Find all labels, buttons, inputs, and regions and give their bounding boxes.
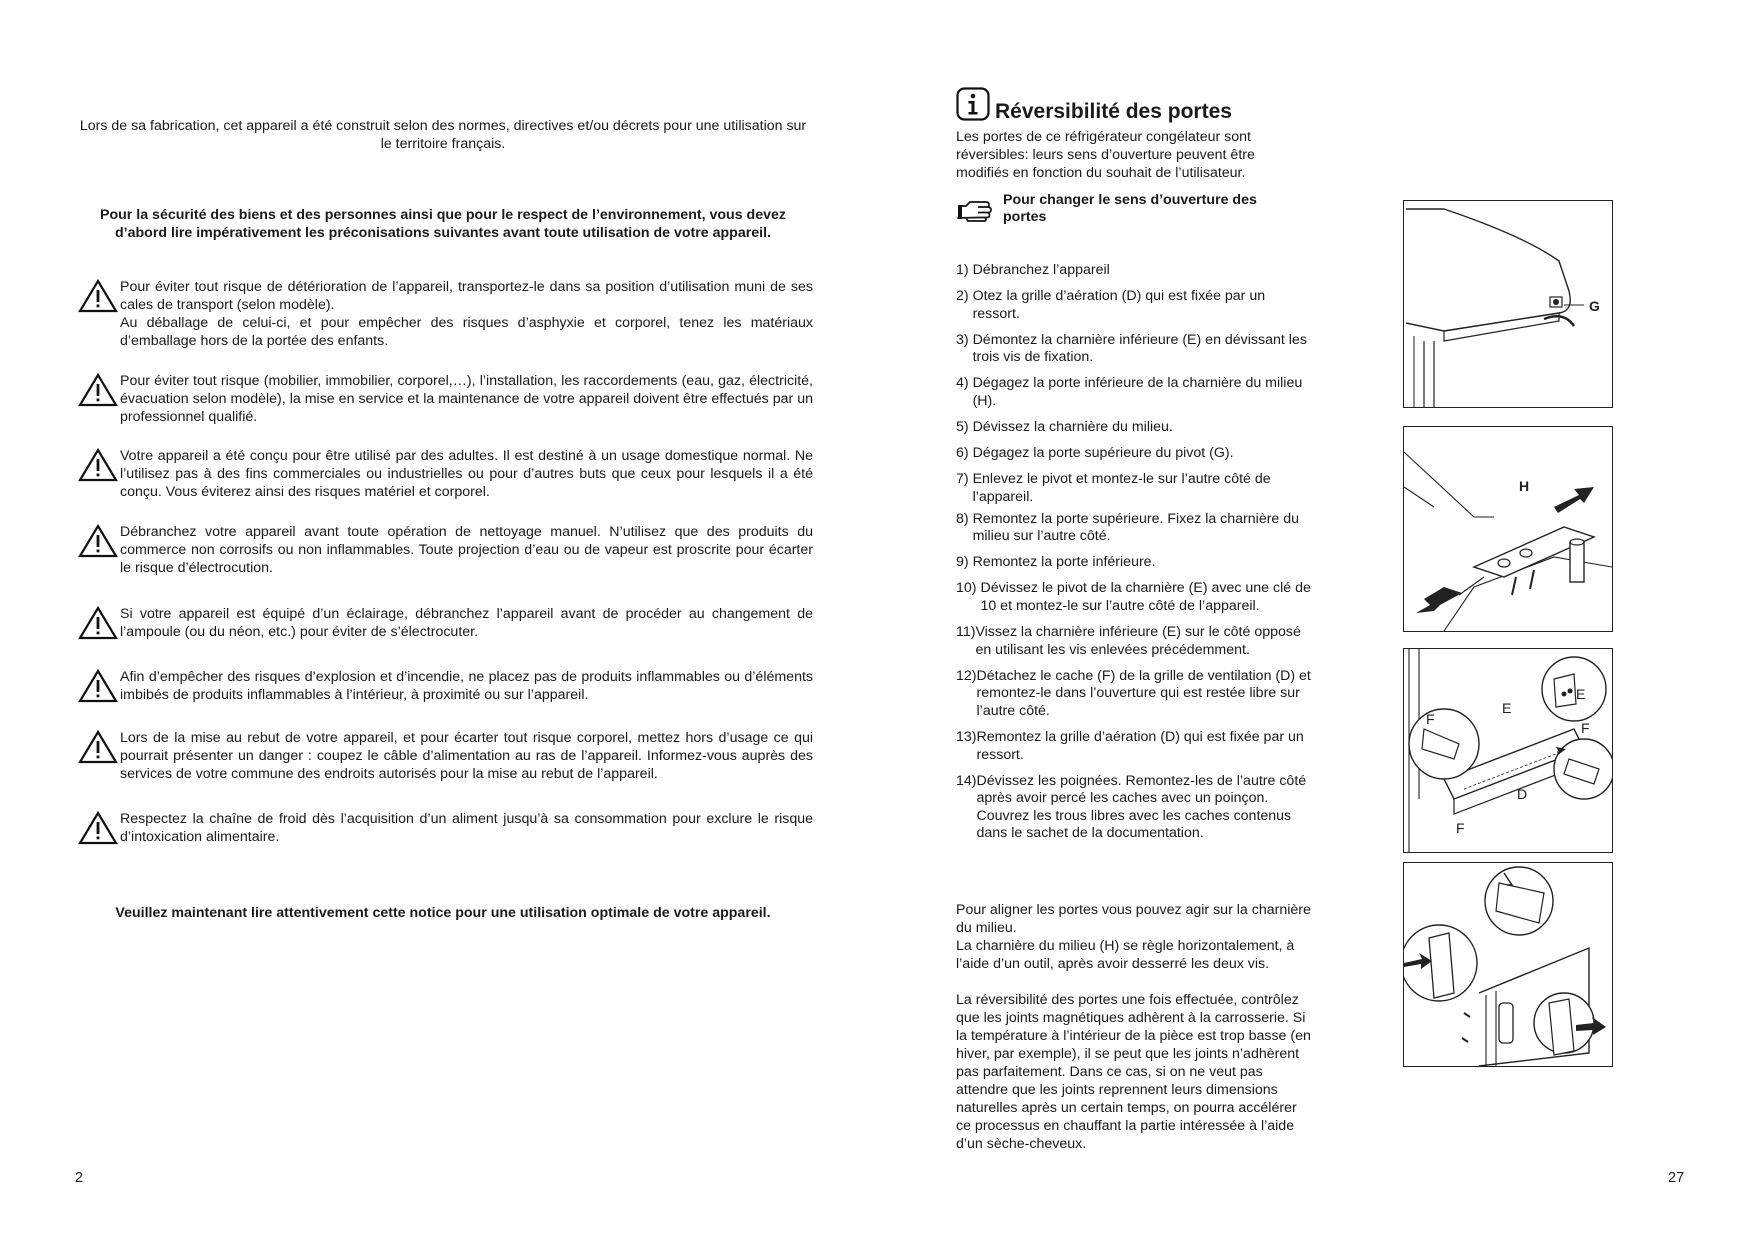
step-item (956, 511, 1316, 546)
warning-icon (78, 523, 118, 559)
step-item (956, 332, 1316, 367)
step-number: 7) (956, 471, 973, 488)
step-number: 6) (956, 445, 973, 462)
step-number: 10) (956, 580, 981, 597)
step-number: 8) (956, 510, 973, 527)
step-number: 3) (956, 331, 973, 348)
step-number: 9) (956, 554, 973, 571)
label-h: H (1519, 478, 1530, 494)
figure-handles (1403, 862, 1613, 1067)
step-text: Dégagez la porte supérieure du pivot (G). (972, 445, 1234, 462)
warning-icon (78, 810, 118, 846)
label-e-right: E (1576, 686, 1586, 702)
safety-heading: Pour la sécurité des biens et des personnes ainsi que pour le respect de l’environnement, vous devez d’abord lire impérativement les préconisations suivantes avant toute utilisation de votre appareil. (100, 207, 786, 241)
warning-text: Lors de la mise au rebut de votre appareil, et pour écarter tout risque corporel, mettez hors d’usage ce qui pourrait présenter un danger : coupez le câble d’alimentation au ras de l’appareil. Informez-vous auprès des services de votre commune des endroits autorisés pour la mise au rebut de l’appareil. (120, 730, 813, 782)
warning-icon (78, 447, 118, 483)
step-text: Otez la grille d’aération (D) qui est fixée par un ressort. (972, 288, 1266, 322)
final-paragraph: La réversibilité des portes une fois effectuée, contrôlez que les joints magnétiques adhèrent à la carrosserie. Si la température à l’intérieur de la pièce est trop basse (en hiver, par exemple), il se peut que les joints n’adhèrent pas parfaitement. Dans ce cas, si on ne veut pas attendre que les joints reprennent leurs dimensions naturelles après un certain temps, on pourra accélérer ce processus en chauffant la partie intéressée à l’aide d’un sèche-cheveux. (956, 992, 1311, 1152)
step-item (956, 580, 1316, 615)
handles-illustration (1404, 863, 1612, 1066)
warning-line: Au déballage de celui-ci, et pour empêcher des risques d’asphyxie et corporel, tenez les matériaux d’emballage hors de la portée des enfants. (120, 315, 813, 349)
warning-line: Pour éviter tout risque de détérioration de l’appareil, transportez-le dans sa position d’utilisation muni de ses cales de transport (selon modèle). (120, 279, 813, 313)
step-text: Dévissez les poignées. Remontez-les de l’autre côté après avoir percé les caches avec un poinçon. Couvrez les trous libres avec les caches contenus dans le sachet de la documentation. (976, 772, 1307, 842)
warning-text: Si votre appareil est équipé d’un éclairage, débranchez l’appareil avant de procéder au changement de l’ampoule (ou du néon, etc.) pour éviter de s’électrocuter. (120, 606, 813, 640)
step-text: Détachez le cache (F) de la grille de ventilation (D) et remontez-le dans l’ouverture qui est restée libre sur l’autre côté. (976, 667, 1311, 719)
warning-icon (78, 278, 118, 314)
step-item (956, 773, 1316, 843)
step-text: Débranchez l’appareil (972, 262, 1110, 278)
step-text: Remontez la grille d’aération (D) qui est fixée par un ressort. (976, 728, 1304, 763)
figure-top-pivot (1403, 200, 1613, 408)
closing-note: Veuillez maintenant lire attentivement cette notice pour une utilisation optimale de votre appareil. (115, 905, 771, 921)
step-text: Dévissez le pivot de la charnière (E) avec une clé de 10 et montez-le sur l’autre côté de l’appareil. (980, 580, 1311, 614)
procedure-steps (956, 262, 1316, 852)
step-number: 12) (956, 667, 977, 684)
warning-text: Respectez la chaîne de froid dès l’acquisition d’un aliment jusqu’à sa consommation pour exclure le risque d’intoxication alimentaire. (120, 811, 813, 845)
step-number: 5) (956, 419, 973, 436)
step-number: 2) (956, 288, 973, 305)
step-item (956, 471, 1316, 506)
alignment-line: La charnière du milieu (H) se règle horizontalement, à l’aide d’un outil, après avoir desserré les deux vis. (956, 938, 1295, 972)
step-text: Remontez la porte supérieure. Fixez la charnière du milieu sur l’autre côté. (972, 510, 1300, 545)
step-item (956, 624, 1316, 659)
step-item (956, 419, 1316, 437)
step-item (956, 288, 1316, 323)
bottom-grille-illustration (1404, 649, 1612, 852)
pointing-hand-icon (956, 198, 994, 222)
step-item (956, 668, 1316, 721)
procedure-subheading: Pour changer le sens d’ouverture des portes (1003, 192, 1257, 225)
warning-text: Votre appareil a été conçu pour être utilisé par des adultes. Il est destiné à un usage domestique normal. Ne l’utilisez pas à des fins commerciales ou industrielles ou pour d’autres buts que ceux pour lesquels il a été conçu. Vous éviterez ainsi des risques matériel et corporel. (120, 448, 813, 500)
step-item (956, 262, 1316, 280)
pivot-illustration (1404, 201, 1612, 407)
figure-bottom-grille (1403, 648, 1613, 853)
step-number: 4) (956, 375, 973, 392)
warning-text: Pour éviter tout risque (mobilier, immobilier, corporel,…), l’installation, les raccordements (eau, gaz, électricité, évacuation selon modèle), la mise en service et la maintenance de votre appareil doivent être effectués par un professionnel qualifié. (120, 373, 813, 425)
label-f-bottom: F (1456, 820, 1465, 836)
step-item (956, 729, 1316, 764)
warning-icon (78, 605, 118, 641)
intro-paragraph: Lors de sa fabrication, cet appareil a été construit selon des normes, directives et/ou décrets pour une utilisation sur le territoire français. (79, 118, 807, 152)
step-item (956, 554, 1316, 572)
label-g: G (1589, 298, 1600, 314)
step-item (956, 445, 1316, 463)
section-title: Réversibilité des portes (995, 100, 1232, 123)
step-number: 1) (956, 262, 973, 278)
step-number: 11) (956, 624, 976, 640)
step-number: 14) (956, 772, 977, 789)
warning-text: Débranchez votre appareil avant toute opération de nettoyage manuel. N’utilisez que des produits du commerce non corrosifs ou non inflammables. Toute projection d’eau ou de vapeur est proscrite pour écarter le risque d’électrocution. (120, 524, 813, 576)
step-number: 13) (956, 728, 977, 745)
step-text: Dégagez la porte inférieure de la charnière du milieu (H). (972, 375, 1303, 410)
step-text: Démontez la charnière inférieure (E) en dévissant les trois vis de fixation. (972, 331, 1307, 366)
label-d: D (1517, 786, 1528, 802)
label-e-left: E (1502, 700, 1512, 716)
warning-text: Afin d’empêcher des risques d’explosion et d’incendie, ne placez pas de produits inflammables ou d’éléments imbibés de produits inflammables à l’intérieur, à proximité ou sur l’appareil. (120, 669, 813, 703)
label-f-left: F (1426, 711, 1435, 727)
step-text: Enlevez le pivot et montez-le sur l’autre côté de l’appareil. (972, 471, 1271, 505)
alignment-line: Pour aligner les portes vous pouvez agir sur la charnière du milieu. (956, 902, 1311, 936)
alignment-paragraph (956, 901, 1311, 973)
middle-hinge-illustration (1404, 427, 1612, 631)
page-number-right: 27 (1668, 1170, 1685, 1186)
step-item (956, 375, 1316, 410)
page-number-left: 2 (75, 1170, 84, 1186)
figure-middle-hinge (1403, 426, 1613, 632)
warning-icon (78, 729, 118, 765)
section-intro: Les portes de ce réfrigérateur congélateur sont réversibles: leurs sens d’ouverture peuvent être modifiés en fonction du souhait de l’utilisateur. (956, 129, 1255, 181)
step-text: Remontez la porte inférieure. (972, 554, 1156, 571)
warning-text (120, 278, 813, 350)
step-text: Dévissez la charnière du milieu. (972, 419, 1173, 436)
warning-icon (78, 372, 118, 408)
warning-icon (78, 668, 118, 704)
info-icon (956, 87, 990, 121)
label-f-right: F (1581, 720, 1590, 736)
step-text: Vissez la charnière inférieure (E) sur le côté opposé en utilisant les vis enlevées précédemment. (975, 624, 1301, 658)
